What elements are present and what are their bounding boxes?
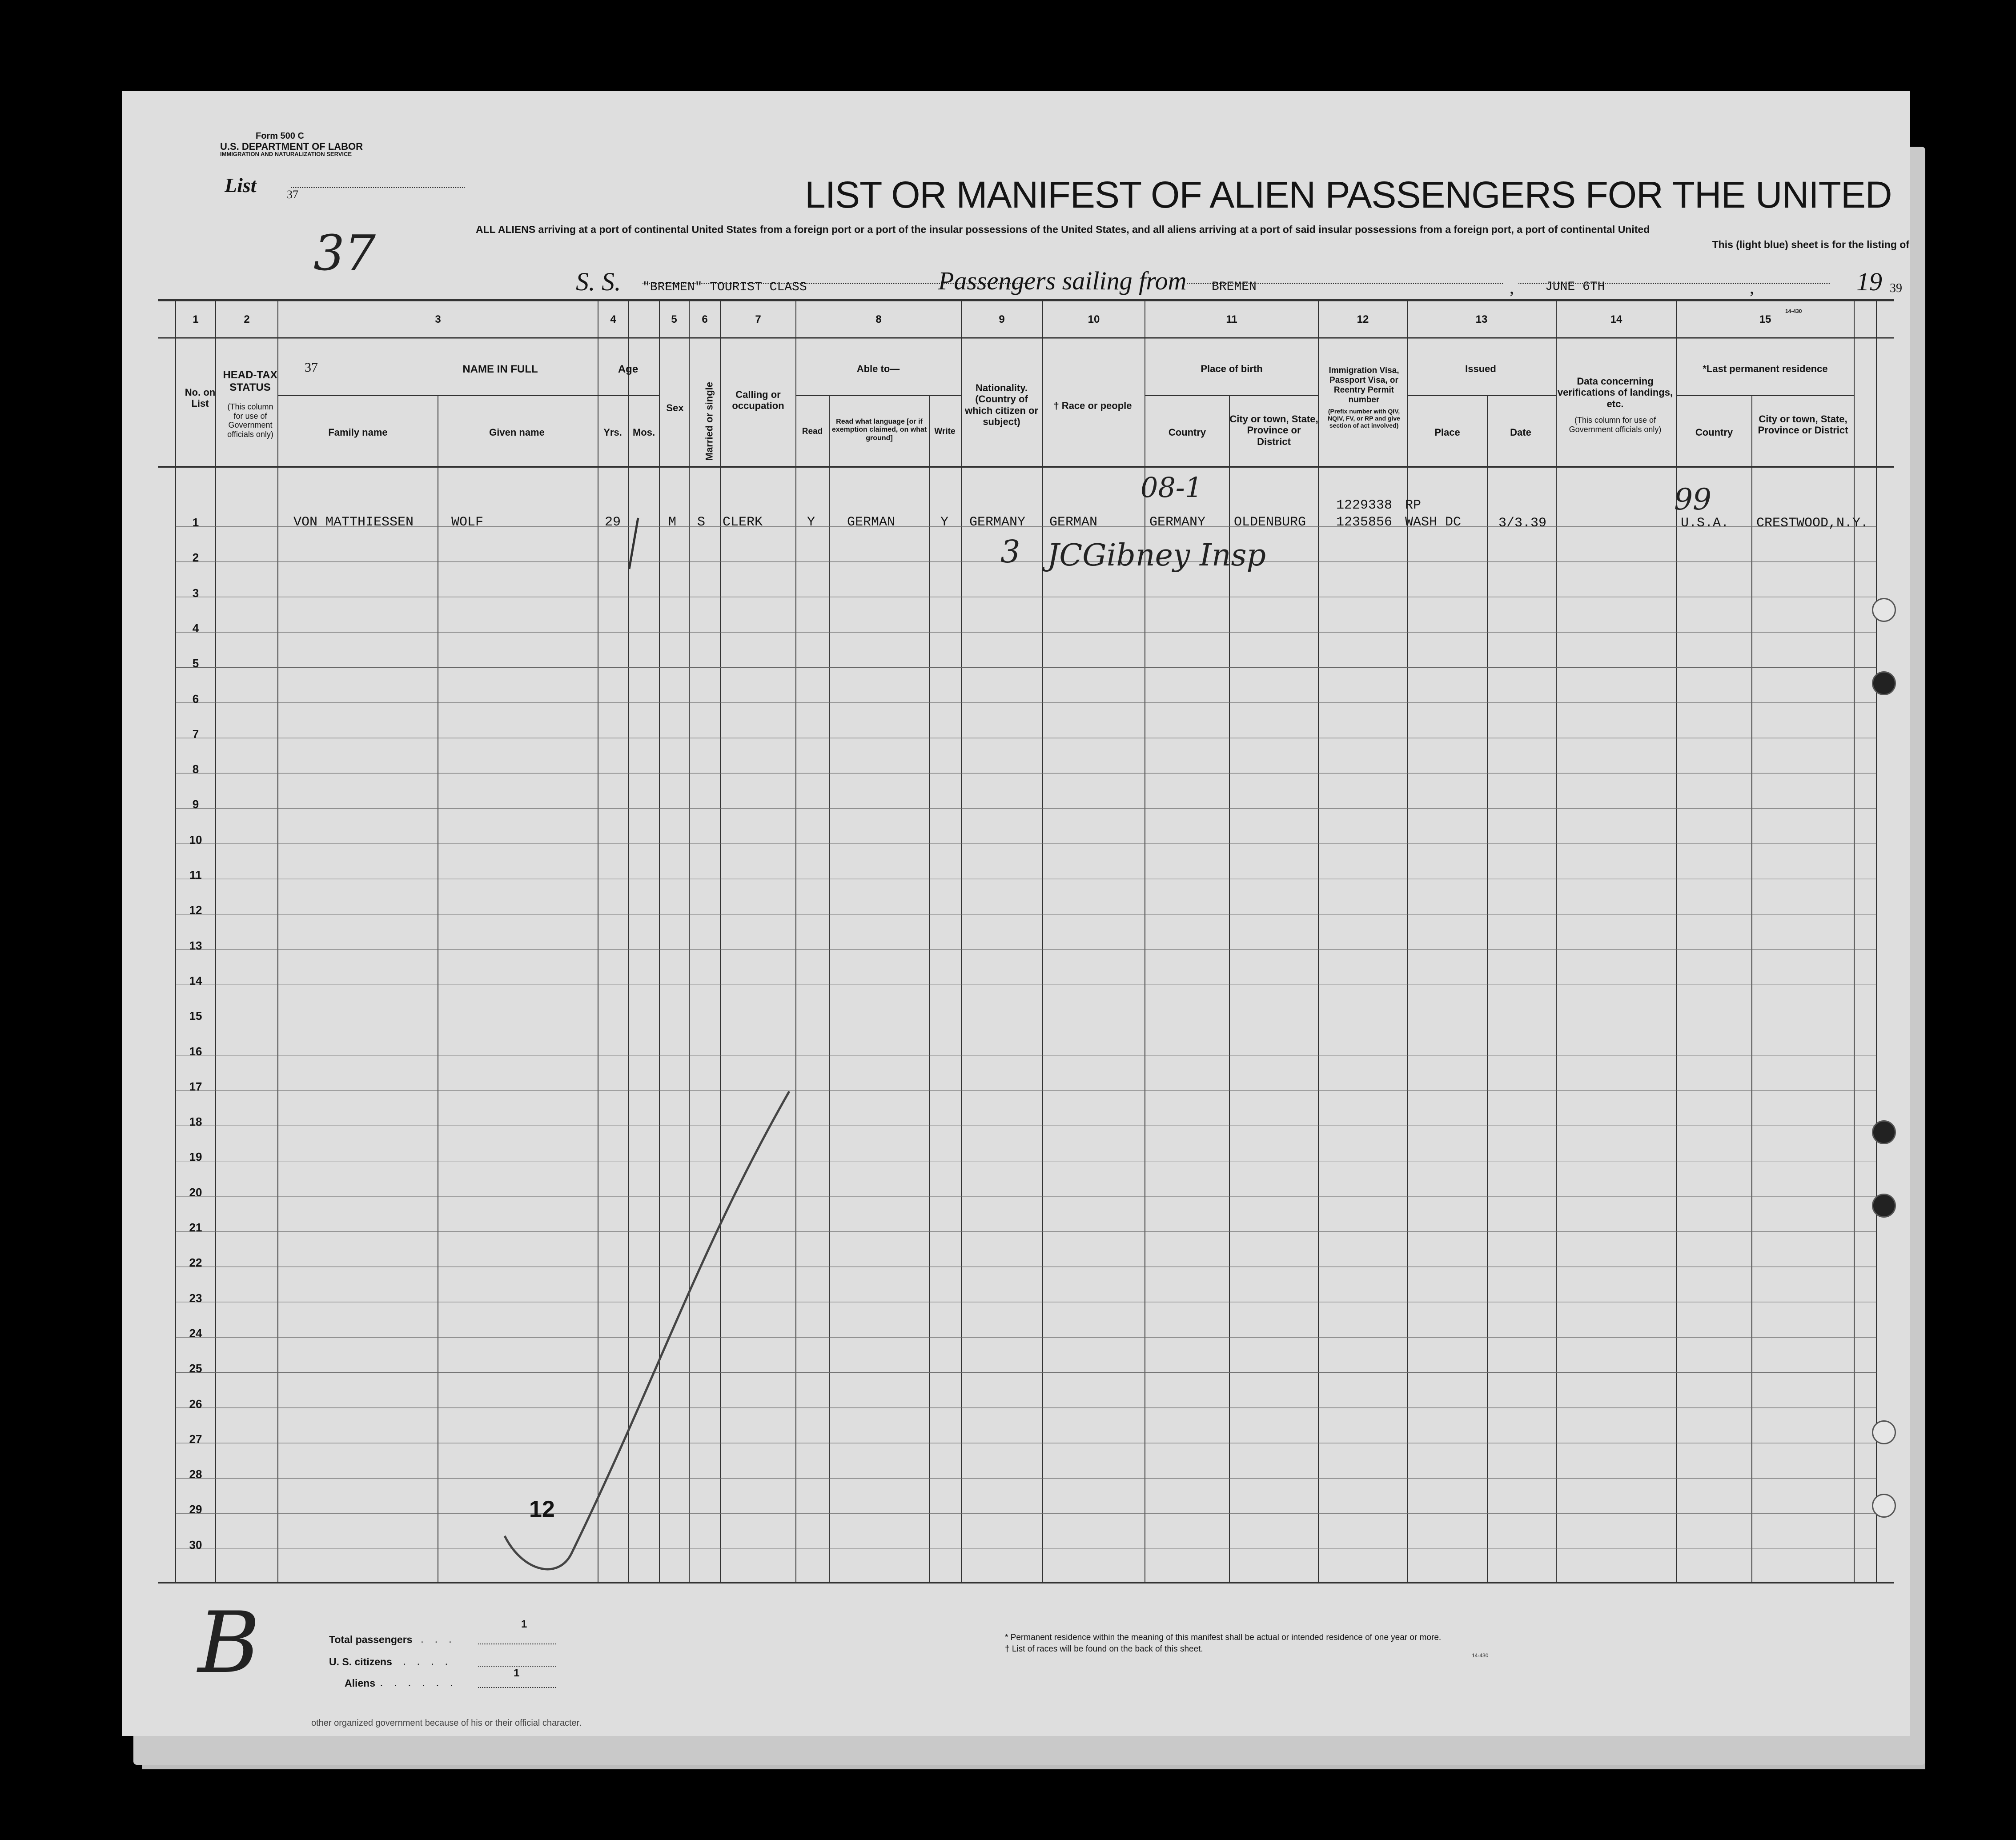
row-number: 22 bbox=[189, 1256, 202, 1270]
footer-bottom-text: other organized government because of his or their official character. bbox=[311, 1718, 582, 1728]
column-number: 1 bbox=[193, 313, 199, 325]
passenger-nationality: GERMANY bbox=[969, 515, 1026, 530]
row-number: 13 bbox=[189, 938, 202, 952]
header-name-in-full: NAME IN FULL bbox=[462, 363, 538, 375]
passenger-visa-2: 1235856 bbox=[1336, 515, 1393, 530]
column-number: 2 bbox=[244, 313, 250, 325]
header-yrs: Yrs. bbox=[603, 427, 622, 438]
header-res-country: Country bbox=[1695, 427, 1733, 438]
row-number: 10 bbox=[189, 833, 202, 846]
row-number: 6 bbox=[192, 692, 199, 706]
row-number: 28 bbox=[189, 1467, 202, 1481]
ss-label: S. S. bbox=[576, 267, 621, 296]
table-grid bbox=[122, 91, 1910, 1736]
footnote-residence: * Permanent residence within the meaning of this manifest shall be actual or intended residence of one year or more. bbox=[1005, 1633, 1442, 1642]
binder-hole bbox=[1872, 1420, 1896, 1444]
header-issued-place: Place bbox=[1434, 427, 1460, 438]
subtitle-line2: This (light blue) sheet is for the listing of bbox=[1712, 239, 1909, 250]
row-number: 2 bbox=[192, 551, 199, 565]
row-number: 14 bbox=[189, 974, 202, 987]
passenger-language: GERMAN bbox=[847, 515, 896, 530]
passenger-read: Y bbox=[807, 515, 815, 530]
row-number: 7 bbox=[192, 727, 199, 741]
comma-mark-2: , bbox=[1750, 277, 1754, 297]
citizens-underline bbox=[478, 1666, 556, 1667]
us-citizens-label: U. S. citizens bbox=[329, 1656, 392, 1668]
binder-hole bbox=[1872, 1494, 1896, 1518]
list-value: 37 bbox=[287, 188, 298, 201]
header-calling: Calling or occupation bbox=[732, 389, 784, 412]
column-number: 6 bbox=[702, 313, 708, 325]
subtitle-line1: ALL ALIENS arriving at a port of continental United States from a foreign port or a port of the insular possessions of the United States, and all aliens arriving at a port of said insular possessions from a foreign port, a port of continental United bbox=[476, 224, 1650, 235]
binder-hole bbox=[1872, 1120, 1896, 1144]
binder-hole bbox=[1872, 598, 1896, 622]
row-number: 5 bbox=[192, 657, 199, 670]
row-number: 12 bbox=[189, 903, 202, 917]
passenger-issued-place-1: RP bbox=[1405, 498, 1422, 513]
passenger-birth-country: GERMANY bbox=[1149, 515, 1206, 530]
row-number: 30 bbox=[189, 1538, 202, 1551]
residence-handwritten-note: 99 bbox=[1674, 482, 1711, 517]
row-number: 21 bbox=[189, 1221, 202, 1234]
manifest-title: LIST OR MANIFEST OF ALIEN PASSENGERS FOR THE UNITED bbox=[805, 174, 1892, 216]
column-number: 10 bbox=[1088, 313, 1100, 325]
row2-handwritten-number: 3 bbox=[1000, 533, 1020, 570]
count-stamp: 12 bbox=[529, 1496, 555, 1522]
list-label: List bbox=[225, 174, 257, 196]
row-number: 16 bbox=[189, 1044, 202, 1058]
header-mos: Mos. bbox=[632, 427, 655, 438]
total-passengers-value: 1 bbox=[521, 1618, 527, 1630]
service: IMMIGRATION AND NATURALIZATION SERVICE bbox=[220, 151, 352, 157]
passenger-sex: M bbox=[668, 515, 677, 530]
comma-mark: , bbox=[1510, 277, 1514, 297]
row-number: 4 bbox=[192, 621, 199, 635]
header-family-name: Family name bbox=[328, 427, 388, 438]
column-number: 13 bbox=[1475, 313, 1488, 325]
header-data-verif-note: (This column for use of Government officials only) bbox=[1569, 416, 1662, 434]
column-number: 3 bbox=[435, 313, 441, 325]
passenger-issued-date: 3/3.39 bbox=[1498, 516, 1547, 531]
passenger-res-city: CRESTWOOD,N.Y. bbox=[1756, 516, 1869, 531]
sailing-label: Passengers sailing from bbox=[938, 266, 1187, 295]
column-number: 12 bbox=[1357, 313, 1369, 325]
header-nationality: Nationality. (Country of which citizen or subject) bbox=[964, 382, 1039, 427]
corner-code: 14-430 bbox=[1785, 308, 1802, 314]
leader-dots-1: . . . . bbox=[407, 1634, 456, 1645]
row-number: 1 bbox=[192, 516, 199, 529]
row-number: 26 bbox=[189, 1397, 202, 1411]
header-visa: Immigration Visa, Passport Visa, or Reentry Permit number bbox=[1329, 366, 1399, 405]
header-head-tax-note: (This column for use of Government officials only) bbox=[227, 402, 273, 439]
age-check-mark bbox=[629, 518, 638, 569]
binder-hole bbox=[1872, 671, 1896, 695]
aliens-value: 1 bbox=[514, 1667, 520, 1679]
header-write: Write bbox=[934, 427, 956, 436]
departure-date: JUNE 6TH bbox=[1545, 280, 1605, 294]
column-number: 8 bbox=[875, 313, 882, 325]
row-number: 25 bbox=[189, 1362, 202, 1375]
passenger-visa-1: 1229338 bbox=[1336, 498, 1393, 513]
aliens-underline bbox=[478, 1687, 556, 1688]
header-race: † Race or people bbox=[1053, 400, 1132, 411]
total-passengers-label: Total passengers bbox=[329, 1634, 413, 1645]
inspector-signature: JCGibney Insp bbox=[1047, 538, 1266, 573]
header-birth-country: Country bbox=[1168, 427, 1206, 438]
header-sex: Sex bbox=[666, 402, 684, 413]
header-last-residence: *Last permanent residence bbox=[1703, 363, 1828, 374]
passenger-res-country: U.S.A. bbox=[1681, 516, 1729, 531]
row-number: 24 bbox=[189, 1326, 202, 1340]
header-place-of-birth: Place of birth bbox=[1201, 363, 1263, 374]
passenger-family-name: VON MATTHIESSEN bbox=[293, 515, 414, 530]
header-issued: Issued bbox=[1465, 363, 1496, 374]
footnote-races: † List of races will be found on the back of this sheet. bbox=[1005, 1644, 1203, 1654]
header-able-to: Able to— bbox=[856, 363, 900, 374]
header-visa-note: (Prefix number with QIV, NQIV, FV, or RP and give section of act involved) bbox=[1328, 408, 1400, 429]
footer-code: 14-430 bbox=[1472, 1652, 1489, 1659]
column-number: 9 bbox=[999, 313, 1005, 325]
passenger-given-name: WOLF bbox=[451, 515, 484, 530]
header-res-city: City or town, State, Province or District bbox=[1758, 413, 1848, 436]
manifest-sheet bbox=[122, 91, 1910, 1736]
header-name-prefix: 37 bbox=[305, 360, 318, 375]
birth-handwritten-note: 08-1 bbox=[1141, 471, 1203, 504]
column-number: 15 bbox=[1759, 313, 1771, 325]
row-number: 17 bbox=[189, 1079, 202, 1093]
passenger-issued-place-2: WASH DC bbox=[1405, 515, 1462, 530]
column-number: 4 bbox=[610, 313, 616, 325]
column-number: 11 bbox=[1226, 313, 1237, 325]
handwritten-list-number: 37 bbox=[313, 224, 376, 281]
header-read: Read bbox=[802, 427, 823, 436]
leader-dots-2: . . . . . bbox=[389, 1656, 452, 1667]
passenger-age: 29 bbox=[605, 515, 621, 530]
row-number: 9 bbox=[192, 798, 199, 811]
aliens-label: Aliens bbox=[345, 1677, 376, 1689]
row-number: 3 bbox=[192, 586, 199, 600]
row-number: 29 bbox=[189, 1503, 202, 1516]
column-number: 7 bbox=[755, 313, 761, 325]
header-issued-date: Date bbox=[1510, 427, 1531, 438]
header-given-name: Given name bbox=[489, 427, 545, 438]
row-number: 19 bbox=[189, 1150, 202, 1164]
header-read-language: Read what language [or if exemption claimed, on what ground] bbox=[831, 418, 927, 442]
row-number: 18 bbox=[189, 1115, 202, 1129]
header-no-on-list: No. on List bbox=[185, 387, 216, 409]
year-suffix: 39 bbox=[1890, 281, 1902, 295]
passenger-race: GERMAN bbox=[1049, 515, 1098, 530]
departure-port: BREMEN bbox=[1212, 280, 1257, 294]
passenger-married: S bbox=[697, 515, 706, 530]
column-number: 5 bbox=[671, 313, 677, 325]
header-head-tax: HEAD-TAX STATUS bbox=[223, 369, 277, 393]
ship-name: "BREMEN" TOURIST CLASS bbox=[643, 281, 807, 294]
header-married: Married or single bbox=[703, 382, 715, 461]
row-number: 23 bbox=[189, 1291, 202, 1305]
corner-handwritten-mark: B bbox=[198, 1594, 260, 1692]
row-number: 15 bbox=[189, 1009, 202, 1023]
year-prefix: 19 bbox=[1856, 267, 1882, 296]
header-data-verif: Data concerning verifications of landings, etc. bbox=[1557, 376, 1673, 409]
passenger-occupation: CLERK bbox=[723, 515, 763, 530]
binder-hole bbox=[1872, 1194, 1896, 1218]
header-age: Age bbox=[618, 363, 639, 375]
form-number: Form 500 C bbox=[256, 131, 304, 141]
column-number: 14 bbox=[1610, 313, 1622, 325]
passenger-birth-city: OLDENBURG bbox=[1234, 515, 1306, 530]
row-number: 11 bbox=[189, 868, 202, 882]
department: U.S. DEPARTMENT OF LABOR bbox=[220, 141, 363, 152]
header-birth-city: City or town, State, Province or District bbox=[1229, 413, 1318, 447]
row-number: 20 bbox=[189, 1185, 202, 1199]
passenger-write: Y bbox=[940, 515, 949, 530]
row-number: 27 bbox=[189, 1432, 202, 1446]
row-number: 8 bbox=[192, 762, 199, 776]
leader-dots-3: . . . . . . bbox=[380, 1677, 458, 1688]
